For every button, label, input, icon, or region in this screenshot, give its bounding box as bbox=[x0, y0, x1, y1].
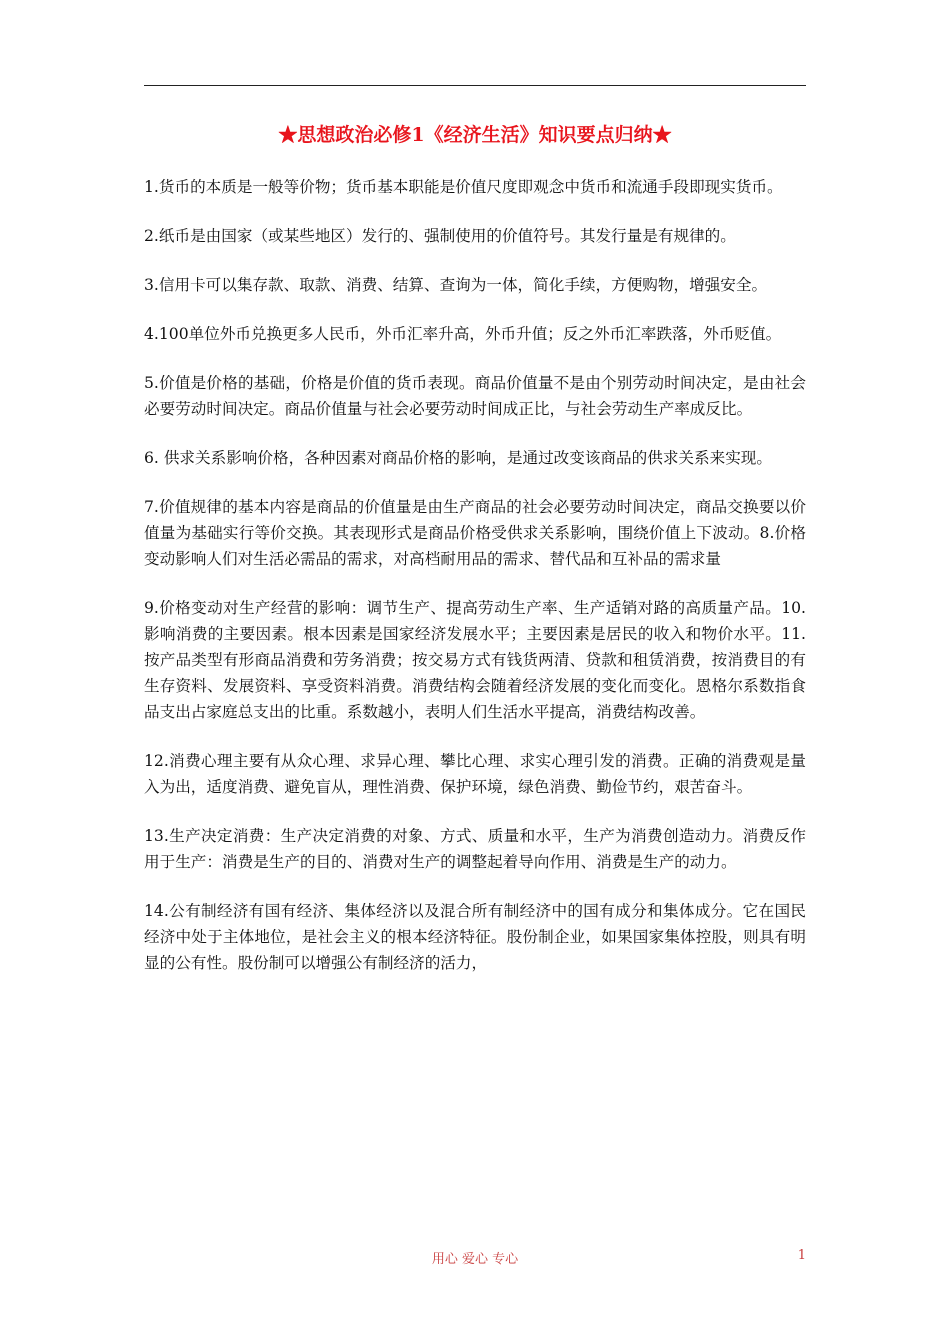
paragraph-6: 6. 供求关系影响价格，各种因素对商品价格的影响，是通过改变该商品的供求关系来实现。 bbox=[144, 449, 772, 467]
paragraph-14: 14.公有制经济有国有经济、集体经济以及混合所有制经济中的国有成分和集体成分。它在国民经济中处于主体地位，是社会主义的根本经济特征。股份制企业，如果国家集体控股，则具有明显的公有性。股份制可以增强公有制经济的活力， bbox=[144, 902, 806, 972]
page-number: 1 bbox=[797, 1248, 806, 1263]
paragraph-1: 1.货币的本质是一般等价物；货币基本职能是价值尺度即观念中货币和流通手段即现实货币。 bbox=[144, 178, 783, 196]
page-footer bbox=[144, 1248, 806, 1270]
paragraph-5: 5.价值是价格的基础，价格是价值的货币表现。商品价值量不是由个别劳动时间决定，是由社会必要劳动时间决定。商品价值量与社会必要劳动时间成正比，与社会劳动生产率成反比。 bbox=[144, 374, 806, 418]
document-title: ★思想政治必修1《经济生活》知识要点归纳★ bbox=[278, 124, 672, 146]
paragraph-2: 2.纸币是由国家（或某些地区）发行的、强制使用的价值符号。其发行量是有规律的。 bbox=[144, 227, 736, 245]
document-body bbox=[144, 174, 806, 999]
paragraph-3: 3.信用卡可以集存款、取款、消费、结算、查询为一体，简化手续，方便购物，增强安全。 bbox=[144, 276, 768, 294]
paragraph-9: 9.价格变动对生产经营的影响：调节生产、提高劳动生产率、生产适销对路的高质量产品。10.影响消费的主要因素。根本因素是国家经济发展水平；主要因素是居民的收入和物价水平。11.按产品类型有形商品消费和劳务消费；按交易方式有钱货两清、贷款和租赁消费，按消费目的有生存资料、发展资料、享受资料消费。消费结构会随着经济发展的变化而变化。恩格尔系数指食品支出占家庭总支出的比重。系数越小，表明人们生活水平提高，消费结构改善。 bbox=[144, 599, 806, 721]
paragraph-12: 12.消费心理主要有从众心理、求异心理、攀比心理、求实心理引发的消费。正确的消费观是量入为出，适度消费、避免盲从，理性消费、保护环境，绿色消费、勤俭节约，艰苦奋斗。 bbox=[144, 752, 806, 796]
paragraph-7: 7.价值规律的基本内容是商品的价值量是由生产商品的社会必要劳动时间决定，商品交换要以价值量为基础实行等价交换。其表现形式是商品价格受供求关系影响，围绕价值上下波动。8.价格变动影响人们对生活必需品的需求，对高档耐用品的需求、替代品和互补品的需求量 bbox=[144, 498, 806, 568]
footer-slogan: 用心 爱心 专心 bbox=[431, 1252, 519, 1267]
paragraph-13: 13.生产决定消费：生产决定消费的对象、方式、质量和水平，生产为消费创造动力。消费反作用于生产：消费是生产的目的、消费对生产的调整起着导向作用、消费是生产的动力。 bbox=[144, 827, 806, 871]
paragraph-4: 4.100单位外币兑换更多人民币，外币汇率升高，外币升值；反之外币汇率跌落，外币贬值。 bbox=[144, 325, 782, 343]
header-rule bbox=[144, 85, 806, 86]
